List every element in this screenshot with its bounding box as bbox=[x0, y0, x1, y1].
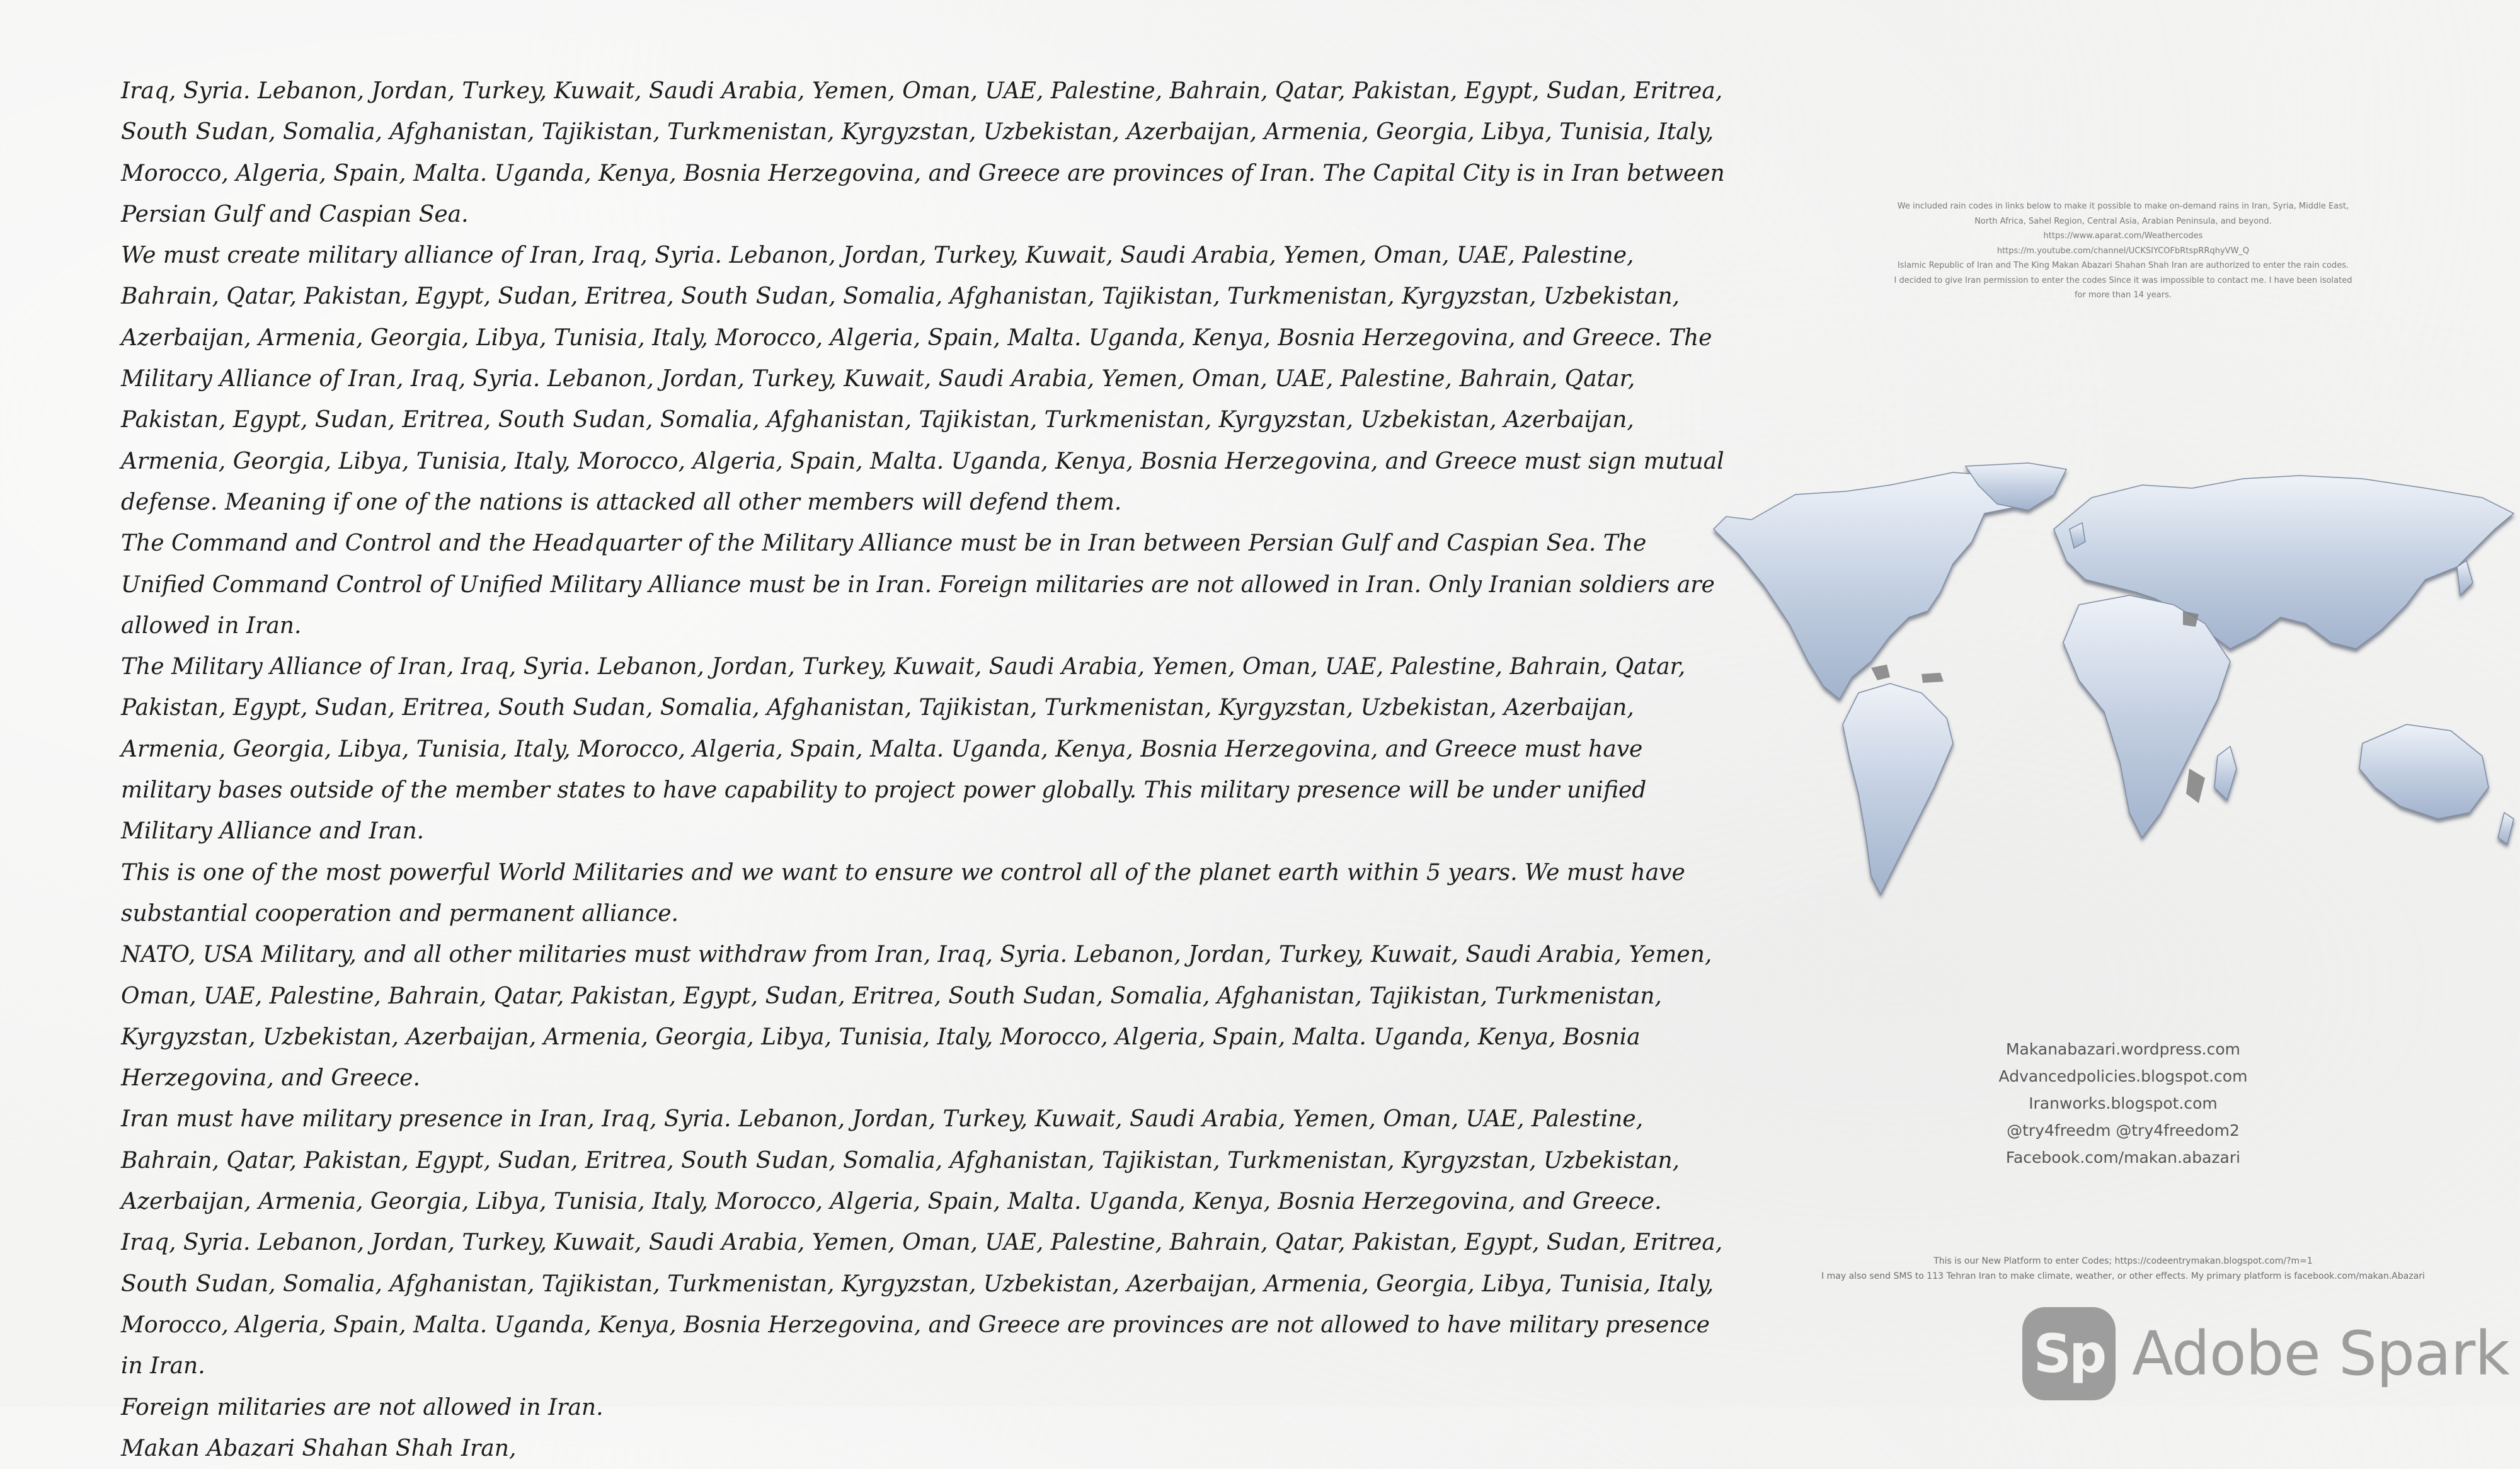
paragraph-not-allowed: Iraq, Syria. Lebanon, Jordan, Turkey, Kuwait, Saudi Arabia, Yemen, Oman, UAE, Palestine, Bahrain, Qatar, Pakistan, Egypt, Sudan, Eritrea, South Sudan, Somalia, Afghanistan, Tajikistan, Turkmenistan, Kyrgyzstan, Uzbekistan, Azerbaijan, Armenia, Georgia, Libya, Tunisia, Italy, Morocco, Algeria, Spain, Malta. Uganda, Kenya, Bosnia Herzegovina, and Greece are provinces are not allowed to have military presence in Iran. bbox=[121, 1230, 1723, 1380]
adobe-spark-logo-icon bbox=[2022, 1307, 2116, 1400]
north-america-shape bbox=[1714, 472, 2029, 699]
rain-note-line: I decided to give Iran permission to enter the codes Since it was impossible to contact me. I have been isolated bbox=[1894, 275, 2352, 285]
paragraph-presence: Iran must have military presence in Iran, Iraq, Syria. Lebanon, Jordan, Turkey, Kuwait, Saudi Arabia, Yemen, Oman, UAE, Palestine, Bahrain, Qatar, Pakistan, Egypt, Sudan, Eritrea, South Sudan, Somalia, Afghanistan, Tajikistan, Turkmenistan, Kyrgyzstan, Uzbekistan, Azerbaijan, Armenia, Georgia, Libya, Tunisia, Italy, Morocco, Algeria, Spain, Malta. Uganda, Kenya, Bosnia Herzegovina, and Greece. bbox=[121, 1106, 1680, 1215]
adobe-spark-watermark bbox=[2022, 1306, 2514, 1401]
platform-note-line: This is our New Platform to enter Codes; https://codeentrymakan.blogspot.com/?m=1 bbox=[1933, 1256, 2313, 1266]
rain-note-line: We included rain codes in links below to make it possible to make on-demand rains in Iran, Syria, Middle East, bbox=[1897, 202, 2349, 211]
platform-note-line: I may also send SMS to 113 Tehran Iran to make climate, weather, or other effects. My primary platform is facebook.com/makan.Abazari bbox=[1821, 1271, 2425, 1281]
japan-shape bbox=[2457, 561, 2473, 595]
platform-note bbox=[1802, 1254, 2444, 1284]
world-map-icon bbox=[1701, 460, 2520, 964]
paragraph-bases: The Military Alliance of Iran, Iraq, Syria. Lebanon, Jordan, Turkey, Kuwait, Saudi Arabia, Yemen, Oman, UAE, Palestine, Bahrain, Qatar, Pakistan, Egypt, Sudan, Eritrea, South Sudan, Somalia, Afghanistan, Tajikistan, Turkmenistan, Kyrgyzstan, Uzbekistan, Azerbaijan, Armenia, Georgia, Libya, Tunisia, Italy, Morocco, Algeria, Spain, Malta. Uganda, Kenya, Bosnia Herzegovina, and Greece must have military bases outside of the member states to have capability to project power globally. This military presence will be under unified Military Alliance and Iran. bbox=[121, 654, 1686, 845]
link-twitter-handles[interactable]: @try4freedm @try4freedom2 bbox=[2007, 1121, 2240, 1140]
highlight-region bbox=[1871, 665, 1890, 680]
australia-shape bbox=[2359, 724, 2488, 819]
south-america-shape bbox=[1843, 683, 1953, 895]
rain-codes-note bbox=[1890, 199, 2356, 303]
paragraph-foreign: Foreign militaries are not allowed in Iran. bbox=[121, 1394, 604, 1420]
signature-line: Makan Abazari Shahan Shah Iran, bbox=[121, 1435, 517, 1461]
madagascar-shape bbox=[2214, 746, 2236, 800]
brand-name: Adobe Spark bbox=[2132, 1318, 2509, 1389]
rain-note-link-youtube[interactable]: https://m.youtube.com/channel/UCKSIYCOFbRtspRRqhyVW_Q bbox=[1996, 246, 2250, 256]
paragraph-power: This is one of the most powerful World Militaries and we want to ensure we control all of the planet earth within 5 years. We must have substantial cooperation and permanent alliance. bbox=[121, 859, 1685, 927]
new-zealand-shape bbox=[2498, 813, 2514, 844]
rain-note-line: Islamic Republic of Iran and The King Makan Abazari Shahan Shah Iran are authorized to enter the rain codes. bbox=[1897, 261, 2349, 270]
rain-note-link-aparat[interactable]: https://www.aparat.com/Weathercodes bbox=[2043, 231, 2203, 241]
brand-logo-text: Sp bbox=[2033, 1323, 2105, 1385]
highlight-region bbox=[2186, 769, 2205, 803]
link-advancedpolicies[interactable]: Advancedpolicies.blogspot.com bbox=[1998, 1067, 2248, 1085]
paragraph-alliance: We must create military alliance of Iran, Iraq, Syria. Lebanon, Jordan, Turkey, Kuwait, Saudi Arabia, Yemen, Oman, UAE, Palestine, Bahrain, Qatar, Pakistan, Egypt, Sudan, Eritrea, South Sudan, Somalia, Afghanistan, Tajikistan, Turkmenistan, Kyrgyzstan, Uzbekistan, Azerbaijan, Armenia, Georgia, Libya, Tunisia, Italy, Morocco, Algeria, Spain, Malta. Uganda, Kenya, Bosnia Herzegovina, and Greece. The Military Alliance of Iran, Iraq, Syria. Lebanon, Jordan, Turkey, Kuwait, Saudi Arabia, Yemen, Oman, UAE, Palestine, Bahrain, Qatar, Pakistan, Egypt, Sudan, Eritrea, South Sudan, Somalia, Afghanistan, Tajikistan, Turkmenistan, Kyrgyzstan, Uzbekistan, Azerbaijan, Armenia, Georgia, Libya, Tunisia, Italy, Morocco, Algeria, Spain, Malta. Uganda, Kenya, Bosnia Herzegovina, and Greece must sign mutual defense. Meaning if one of the nations is attacked all other members will defend them. bbox=[121, 243, 1724, 515]
link-iranworks[interactable]: Iranworks.blogspot.com bbox=[2029, 1094, 2218, 1112]
links-list bbox=[1940, 1036, 2306, 1171]
paragraph-withdraw: NATO, USA Military, and all other militaries must withdraw from Iran, Iraq, Syria. Lebanon, Jordan, Turkey, Kuwait, Saudi Arabia, Yemen, Oman, UAE, Palestine, Bahrain, Qatar, Pakistan, Egypt, Sudan, Eritrea, South Sudan, Somalia, Afghanistan, Tajikistan, Turkmenistan, Kyrgyzstan, Uzbekistan, Azerbaijan, Armenia, Georgia, Libya, Tunisia, Italy, Morocco, Algeria, Spain, Malta. Uganda, Kenya, Bosnia Herzegovina, and Greece. bbox=[121, 942, 1712, 1092]
rain-note-line: for more than 14 years. bbox=[2074, 290, 2172, 300]
africa-shape bbox=[2063, 595, 2230, 838]
main-text bbox=[121, 71, 1734, 1469]
link-facebook[interactable]: Facebook.com/makan.abazari bbox=[2005, 1148, 2241, 1167]
link-wordpress[interactable]: Makanabazari.wordpress.com bbox=[2005, 1040, 2241, 1058]
paragraph-command: The Command and Control and the Headquarter of the Military Alliance must be in Iran between Persian Gulf and Caspian Sea. The Unified Command Control of Unified Military Alliance must be in Iran. Foreign militaries are not allowed in Iran. Only Iranian soldiers are allowed in Iran. bbox=[121, 530, 1715, 639]
paragraph-provinces: Iraq, Syria. Lebanon, Jordan, Turkey, Kuwait, Saudi Arabia, Yemen, Oman, UAE, Palestine, Bahrain, Qatar, Pakistan, Egypt, Sudan, Eritrea, South Sudan, Somalia, Afghanistan, Tajikistan, Turkmenistan, Kyrgyzstan, Uzbekistan, Azerbaijan, Armenia, Georgia, Libya, Tunisia, Italy, Morocco, Algeria, Spain, Malta. Uganda, Kenya, Bosnia Herzegovina, and Greece are provinces of Iran. The Capital City is in Iran between Persian Gulf and Caspian Sea. bbox=[121, 78, 1725, 227]
rain-note-line: North Africa, Sahel Region, Central Asia, Arabian Peninsula, and beyond. bbox=[1974, 216, 2272, 226]
highlight-region bbox=[1922, 673, 1944, 683]
